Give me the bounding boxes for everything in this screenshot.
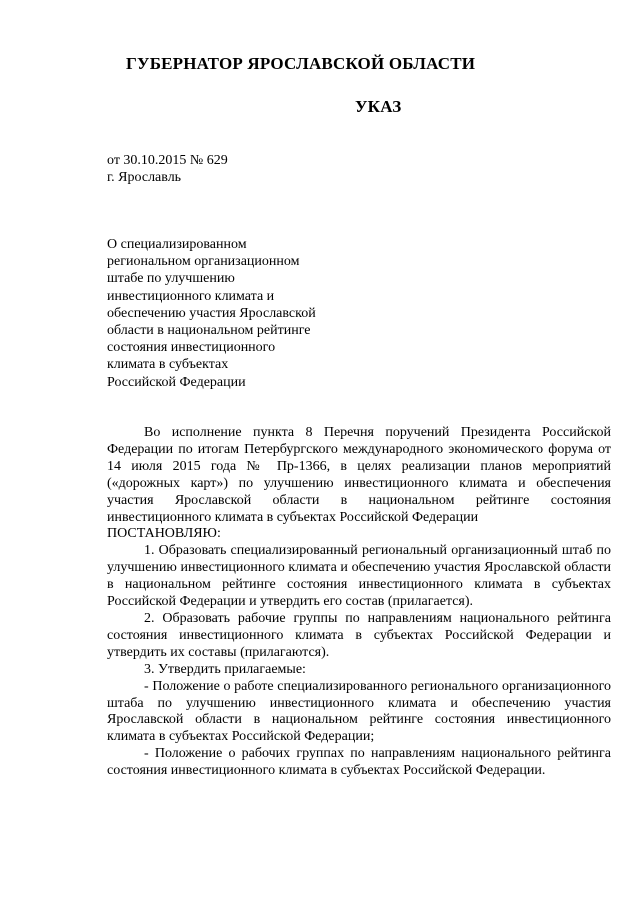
date-number: от 30.10.2015 № 629 <box>107 153 228 168</box>
title-line: области в национальном рейтинге <box>107 323 311 339</box>
document-body <box>107 425 611 780</box>
item-1-paragraph: 1. Образовать специализированный региональный организационный штаб по улучшению инвестиционного климата и обеспечению участия Ярославской области в национальном рейтинге состояния инвестиционного климата в субъектах Российской Федерации и утвердить его состав (прилагается). <box>107 543 611 610</box>
city: г. Ярославль <box>107 170 182 185</box>
title-line: климата в субъектах <box>107 357 229 373</box>
issuer-heading: ГУБЕРНАТОР ЯРОСЛАВСКОЙ ОБЛАСТИ <box>126 54 476 73</box>
title-line: инвестиционного климата и <box>107 288 275 304</box>
item-3b-paragraph: - Положение о рабочих группах по направлениям национального рейтинга состояния инвестиционного климата в субъектах Российской Федерации. <box>107 746 611 779</box>
item-3a-paragraph: - Положение о работе специализированного регионального организационного штаба по улучшению инвестиционного климата и обеспечению участия Ярославской области в национальном рейтинге состояния инвестиционного климата в субъектах Российской Федерации; <box>107 678 611 745</box>
title-line: состояния инвестиционного <box>107 340 276 356</box>
title-line: региональном организационном <box>107 254 300 270</box>
decree-word: ПОСТАНОВЛЯЮ: <box>107 526 221 542</box>
preamble-paragraph: Во исполнение пункта 8 Перечня поручений Президента Российской Федерации по итогам Петербургского международного экономического форума от 14 июля 2015 года № Пр-1366, в целях реализации планов мероприятий («дорожных карт») по улучшению инвестиционного климата и обеспечения участия Ярославской области в национальном рейтинге состояния инвестиционного климата в субъектах Российской Федерации <box>107 425 611 525</box>
item-3-paragraph: 3. Утвердить прилагаемые: <box>144 661 306 677</box>
title-line: обеспечению участия Ярославской <box>107 305 316 321</box>
title-line: О специализированном <box>107 237 247 252</box>
document-title <box>107 236 337 391</box>
document-type-heading: УКАЗ <box>355 97 402 116</box>
document-meta <box>107 152 228 186</box>
title-line: штабе по улучшению <box>107 271 235 287</box>
item-2-paragraph: 2. Образовать рабочие группы по направлениям национального рейтинга состояния инвестиционного климата в субъектах Российской Федерации и утвердить их составы (прилагаются). <box>107 610 611 660</box>
title-line: Российской Федерации <box>107 374 246 390</box>
